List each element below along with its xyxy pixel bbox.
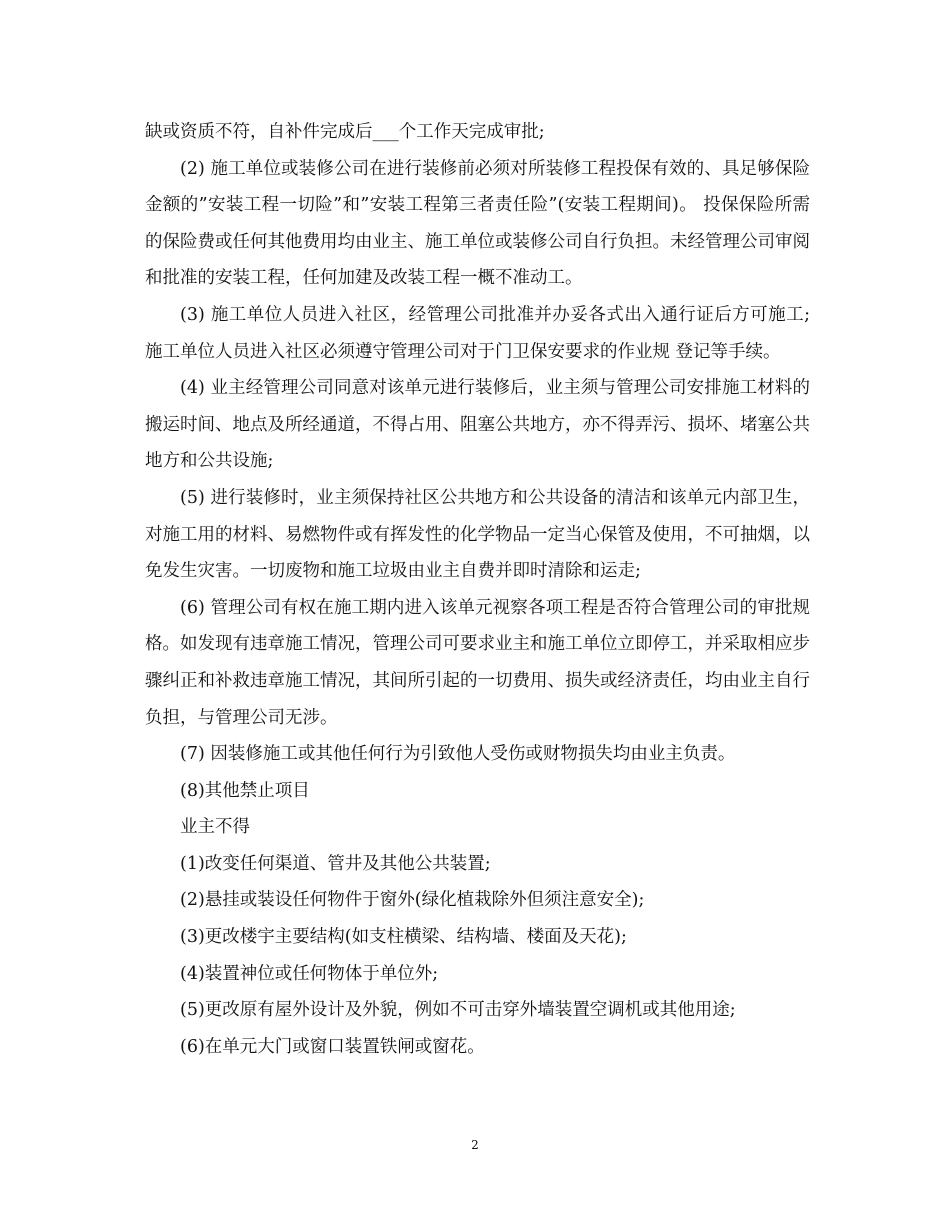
paragraph-clause-6: (6) 管理公司有权在施工期内进入该单元视察各项工程是否符合管理公司的审批规格。如发现有违章施工情况，管理公司可要求业主和施工单位立即停工，并采取相应步骤纠正和补救违章施工情况，其间所引起的一切费用、损失或经济责任，均由业主自行负担，与管理公司无涉。 bbox=[145, 597, 810, 728]
page-number: 2 bbox=[471, 1138, 479, 1152]
paragraph-clause-5: (5) 进行装修时，业主须保持社区公共地方和公共设备的清洁和该单元内部卫生，对施工用的材料、易燃物件或有挥发性的化学物品一定当心保管及使用，不可抽烟，以免发生灾害。一切废物和施工垃圾由业主自费并即时清除和运走; bbox=[145, 487, 810, 582]
list-item-prohibition-1: (1)改变任何渠道、管井及其他公共装置; bbox=[180, 853, 491, 874]
paragraph-owner-prohibition-intro: 业主不得 bbox=[180, 817, 250, 838]
paragraph-clause-8-heading: (8)其他禁止项目 bbox=[180, 780, 310, 801]
paragraph-clause-2: (2) 施工单位或装修公司在进行装修前必须对所装修工程投保有效的、具足够保险金额的”安装工程一切险”和”安装工程第三者责任险”(安装工程期间)。 投保保险所需的保险费或任何其他费用均由业主、施工单位或装修公司自行负担。未经管理公司审阅和批准的安装工程，任何加建及改装工程一概不准动工。 bbox=[145, 158, 810, 289]
list-item-prohibition-6: (6)在单元大门或窗口装置铁闸或窗花。 bbox=[180, 1036, 485, 1057]
list-item-prohibition-3: (3)更改楼宇主要结构(如支柱横梁、结构墙、楼面及天花); bbox=[180, 927, 627, 948]
paragraph-continuation: 缺或资质不符，自补件完成后___个工作天完成审批; bbox=[145, 122, 545, 142]
paragraph-clause-7: (7) 因装修施工或其他任何行为引致他人受伤或财物损失均由业主负责。 bbox=[180, 744, 736, 765]
paragraph-clause-3: (3) 施工单位人员进入社区，经管理公司批准并办妥各式出入通行证后方可施工;施工单位人员进入社区必须遵守管理公司对于门卫保安要求的作业规 登记等手续。 bbox=[145, 304, 810, 362]
paragraph-clause-4: (4) 业主经管理公司同意对该单元进行装修后，业主须与管理公司安排施工材料的搬运时间、地点及所经通道，不得占用、阻塞公共地方，亦不得弄污、损坏、堵塞公共地方和公共设施; bbox=[145, 378, 810, 472]
list-item-prohibition-4: (4)装置神位或任何物体于单位外; bbox=[180, 963, 439, 984]
list-item-prohibition-5: (5)更改原有屋外设计及外貌，例如不可击穿外墙装置空调机或其他用途; bbox=[180, 1000, 736, 1021]
body-text bbox=[145, 114, 810, 1065]
list-item-prohibition-2: (2)悬挂或装设任何物件于窗外(绿化植栽除外但须注意安全); bbox=[180, 890, 645, 911]
